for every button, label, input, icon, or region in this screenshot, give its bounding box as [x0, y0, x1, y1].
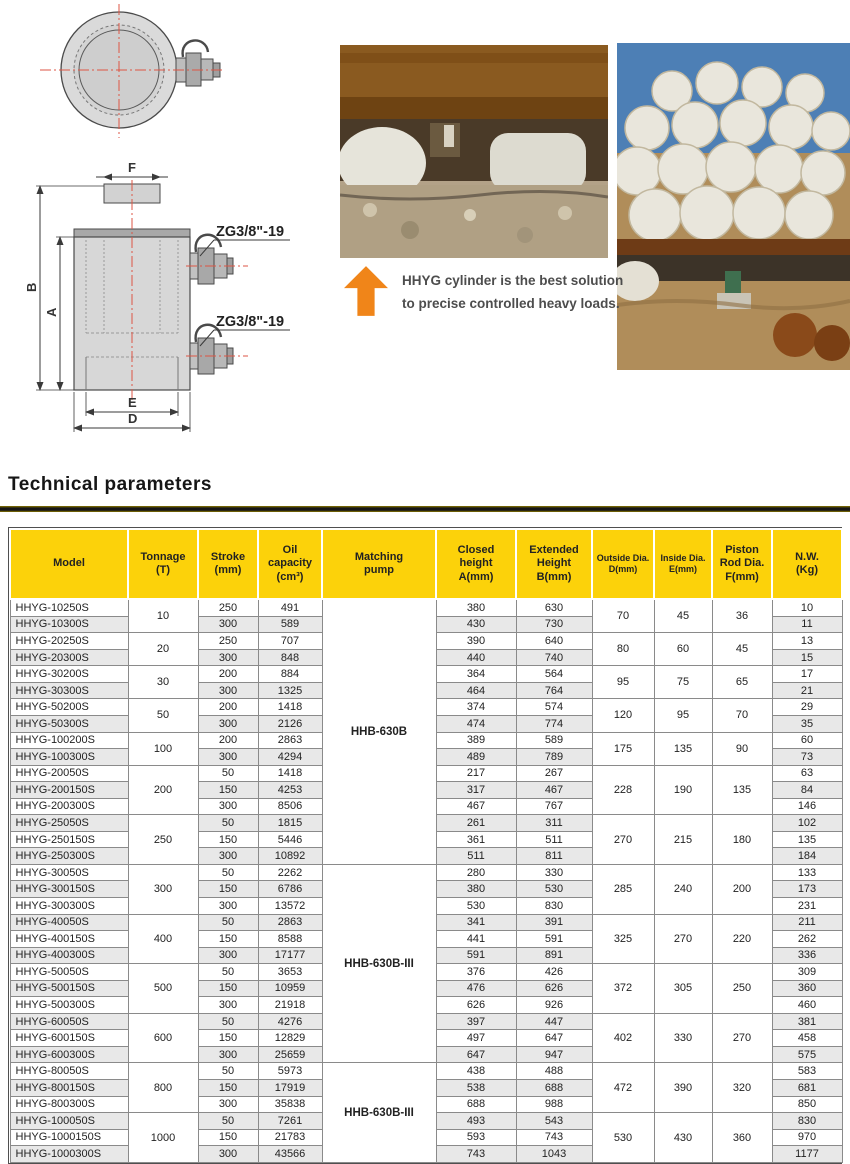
cell-extended-height: 926 [516, 997, 592, 1014]
cell-closed-height: 380 [436, 881, 516, 898]
cell-closed-height: 364 [436, 666, 516, 683]
cell-tonnage: 250 [128, 815, 198, 865]
cell-inside-dia: 330 [654, 1013, 712, 1063]
cell-closed-height: 217 [436, 765, 516, 782]
cell-oil-capacity: 13572 [258, 897, 322, 914]
cylinder-technical-drawing [0, 0, 332, 470]
cell-extended-height: 267 [516, 765, 592, 782]
cell-oil-capacity: 17177 [258, 947, 322, 964]
caption-line-2: to precise controlled heavy loads. [402, 295, 620, 311]
cell-closed-height: 743 [436, 1146, 516, 1163]
cell-tonnage: 1000 [128, 1113, 198, 1163]
cell-oil-capacity: 17919 [258, 1080, 322, 1097]
table-body [10, 599, 842, 1163]
cell-extended-height: 730 [516, 616, 592, 633]
cell-matching-pump: HHB-630B [322, 599, 436, 864]
cell-tonnage: 10 [128, 599, 198, 633]
cell-tonnage: 600 [128, 1013, 198, 1063]
cell-stroke: 150 [198, 782, 258, 799]
cell-extended-height: 688 [516, 1080, 592, 1097]
drawing-svg [0, 0, 332, 470]
cell-stroke: 300 [198, 649, 258, 666]
cell-extended-height: 426 [516, 964, 592, 981]
cell-stroke: 300 [198, 715, 258, 732]
cell-extended-height: 640 [516, 633, 592, 650]
cell-piston-rod-dia: 90 [712, 732, 772, 765]
cell-model: HHYG-80050S [10, 1063, 128, 1080]
cell-nw: 970 [772, 1129, 842, 1146]
table-row [10, 1063, 842, 1080]
cell-closed-height: 390 [436, 633, 516, 650]
cell-closed-height: 397 [436, 1013, 516, 1030]
cell-oil-capacity: 1815 [258, 815, 322, 832]
cell-model: HHYG-300150S [10, 881, 128, 898]
cell-stroke: 300 [198, 682, 258, 699]
cell-outside-dia: 120 [592, 699, 654, 732]
cell-stroke: 300 [198, 1146, 258, 1163]
cell-oil-capacity: 1325 [258, 682, 322, 699]
cell-extended-height: 530 [516, 881, 592, 898]
cell-piston-rod-dia: 70 [712, 699, 772, 732]
cell-closed-height: 261 [436, 815, 516, 832]
cell-stroke: 200 [198, 699, 258, 716]
cell-model: HHYG-800150S [10, 1080, 128, 1097]
cell-extended-height: 591 [516, 931, 592, 948]
cell-oil-capacity: 2126 [258, 715, 322, 732]
table-row [10, 599, 842, 616]
cell-model: HHYG-500300S [10, 997, 128, 1014]
top-view [40, 4, 225, 138]
cell-extended-height: 447 [516, 1013, 592, 1030]
cell-model: HHYG-10300S [10, 616, 128, 633]
cell-oil-capacity: 707 [258, 633, 322, 650]
cell-inside-dia: 60 [654, 633, 712, 666]
cell-model: HHYG-400150S [10, 931, 128, 948]
cell-nw: 211 [772, 914, 842, 931]
cell-oil-capacity: 4253 [258, 782, 322, 799]
section-heading: Technical parameters [8, 474, 212, 495]
cell-piston-rod-dia: 36 [712, 599, 772, 633]
cell-extended-height: 564 [516, 666, 592, 683]
cell-model: HHYG-20300S [10, 649, 128, 666]
cell-extended-height: 1043 [516, 1146, 592, 1163]
cell-model: HHYG-800300S [10, 1096, 128, 1113]
cell-nw: 73 [772, 749, 842, 766]
photo-cylinder-under-load [340, 45, 608, 258]
cell-oil-capacity: 2863 [258, 914, 322, 931]
cell-inside-dia: 135 [654, 732, 712, 765]
cell-outside-dia: 530 [592, 1113, 654, 1163]
cell-model: HHYG-10250S [10, 599, 128, 616]
cell-stroke: 300 [198, 897, 258, 914]
cell-oil-capacity: 884 [258, 666, 322, 683]
cell-model: HHYG-50200S [10, 699, 128, 716]
col-header-5: Closed height A(mm) [436, 529, 516, 599]
cell-nw: 60 [772, 732, 842, 749]
cell-oil-capacity: 848 [258, 649, 322, 666]
cell-stroke: 50 [198, 964, 258, 981]
side-view [24, 160, 290, 432]
cell-tonnage: 800 [128, 1063, 198, 1113]
cell-nw: 360 [772, 980, 842, 997]
cell-stroke: 300 [198, 947, 258, 964]
cell-stroke: 300 [198, 798, 258, 815]
cell-tonnage: 100 [128, 732, 198, 765]
cell-nw: 309 [772, 964, 842, 981]
cell-model: HHYG-30200S [10, 666, 128, 683]
cell-outside-dia: 70 [592, 599, 654, 633]
cell-stroke: 150 [198, 931, 258, 948]
cell-extended-height: 630 [516, 599, 592, 616]
cell-nw: 11 [772, 616, 842, 633]
cell-outside-dia: 228 [592, 765, 654, 815]
caption [344, 266, 624, 316]
cell-piston-rod-dia: 45 [712, 633, 772, 666]
cell-stroke: 50 [198, 1113, 258, 1130]
cell-model: HHYG-60050S [10, 1013, 128, 1030]
cell-nw: 84 [772, 782, 842, 799]
table-header [10, 529, 842, 599]
cell-tonnage: 200 [128, 765, 198, 815]
cell-piston-rod-dia: 360 [712, 1113, 772, 1163]
cell-piston-rod-dia: 250 [712, 964, 772, 1014]
cell-extended-height: 589 [516, 732, 592, 749]
col-header-7: Outside Dia. D(mm) [592, 529, 654, 599]
cell-model: HHYG-400300S [10, 947, 128, 964]
cell-closed-height: 438 [436, 1063, 516, 1080]
cell-extended-height: 647 [516, 1030, 592, 1047]
cell-oil-capacity: 21918 [258, 997, 322, 1014]
cell-nw: 850 [772, 1096, 842, 1113]
cell-outside-dia: 270 [592, 815, 654, 865]
cell-nw: 681 [772, 1080, 842, 1097]
cell-closed-height: 493 [436, 1113, 516, 1130]
col-header-0: Model [10, 529, 128, 599]
cell-extended-height: 311 [516, 815, 592, 832]
cell-stroke: 50 [198, 914, 258, 931]
cell-nw: 29 [772, 699, 842, 716]
cell-nw: 184 [772, 848, 842, 865]
cell-outside-dia: 285 [592, 864, 654, 914]
cell-extended-height: 330 [516, 864, 592, 881]
dim-label-e: E [128, 395, 137, 410]
cell-oil-capacity: 2863 [258, 732, 322, 749]
cell-closed-height: 688 [436, 1096, 516, 1113]
cell-closed-height: 467 [436, 798, 516, 815]
header-row [10, 529, 842, 599]
cell-nw: 262 [772, 931, 842, 948]
cell-extended-height: 626 [516, 980, 592, 997]
cell-piston-rod-dia: 180 [712, 815, 772, 865]
col-header-4: Matching pump [322, 529, 436, 599]
cell-inside-dia: 305 [654, 964, 712, 1014]
cell-piston-rod-dia: 270 [712, 1013, 772, 1063]
port-label-2: ZG3/8"-19 [216, 314, 285, 330]
cell-inside-dia: 430 [654, 1113, 712, 1163]
cell-stroke: 300 [198, 1096, 258, 1113]
cell-nw: 231 [772, 897, 842, 914]
cell-stroke: 150 [198, 1129, 258, 1146]
cell-closed-height: 389 [436, 732, 516, 749]
cell-oil-capacity: 5973 [258, 1063, 322, 1080]
cell-closed-height: 380 [436, 599, 516, 616]
cell-nw: 63 [772, 765, 842, 782]
cell-model: HHYG-500150S [10, 980, 128, 997]
cell-extended-height: 767 [516, 798, 592, 815]
cell-extended-height: 811 [516, 848, 592, 865]
col-header-10: N.W. (Kg) [772, 529, 842, 599]
cell-oil-capacity: 12829 [258, 1030, 322, 1047]
cell-outside-dia: 372 [592, 964, 654, 1014]
cell-nw: 575 [772, 1046, 842, 1063]
cell-extended-height: 988 [516, 1096, 592, 1113]
col-header-6: Extended Height B(mm) [516, 529, 592, 599]
cell-model: HHYG-20250S [10, 633, 128, 650]
up-arrow-icon [344, 266, 388, 316]
cell-extended-height: 467 [516, 782, 592, 799]
cell-tonnage: 30 [128, 666, 198, 699]
cell-stroke: 150 [198, 980, 258, 997]
cell-nw: 336 [772, 947, 842, 964]
cell-stroke: 50 [198, 765, 258, 782]
cell-closed-height: 489 [436, 749, 516, 766]
cell-closed-height: 474 [436, 715, 516, 732]
col-header-3: Oil capacity (cm³) [258, 529, 322, 599]
cell-tonnage: 20 [128, 633, 198, 666]
cell-stroke: 150 [198, 881, 258, 898]
cell-oil-capacity: 7261 [258, 1113, 322, 1130]
oil-port-2 [186, 314, 290, 374]
cell-stroke: 250 [198, 633, 258, 650]
cell-stroke: 300 [198, 616, 258, 633]
cell-model: HHYG-200150S [10, 782, 128, 799]
cell-oil-capacity: 1418 [258, 699, 322, 716]
cell-outside-dia: 80 [592, 633, 654, 666]
cell-model: HHYG-100200S [10, 732, 128, 749]
cell-extended-height: 488 [516, 1063, 592, 1080]
cell-model: HHYG-40050S [10, 914, 128, 931]
cell-inside-dia: 190 [654, 765, 712, 815]
cell-stroke: 50 [198, 1063, 258, 1080]
cell-oil-capacity: 4276 [258, 1013, 322, 1030]
cell-model: HHYG-30300S [10, 682, 128, 699]
cell-model: HHYG-300300S [10, 897, 128, 914]
cell-stroke: 50 [198, 1013, 258, 1030]
cell-extended-height: 947 [516, 1046, 592, 1063]
cell-stroke: 300 [198, 749, 258, 766]
cell-nw: 458 [772, 1030, 842, 1047]
cell-inside-dia: 390 [654, 1063, 712, 1113]
cell-closed-height: 341 [436, 914, 516, 931]
cell-model: HHYG-600300S [10, 1046, 128, 1063]
cell-closed-height: 476 [436, 980, 516, 997]
cell-stroke: 300 [198, 997, 258, 1014]
cell-stroke: 300 [198, 848, 258, 865]
cell-extended-height: 511 [516, 831, 592, 848]
cell-nw: 35 [772, 715, 842, 732]
cell-closed-height: 593 [436, 1129, 516, 1146]
cell-extended-height: 574 [516, 699, 592, 716]
cell-outside-dia: 175 [592, 732, 654, 765]
cell-stroke: 50 [198, 864, 258, 881]
cell-extended-height: 740 [516, 649, 592, 666]
cell-inside-dia: 270 [654, 914, 712, 964]
cell-closed-height: 361 [436, 831, 516, 848]
cell-stroke: 50 [198, 815, 258, 832]
technical-parameters-table [9, 528, 843, 1163]
cell-nw: 17 [772, 666, 842, 683]
cell-oil-capacity: 21783 [258, 1129, 322, 1146]
dim-label-b: B [24, 282, 39, 292]
cell-tonnage: 400 [128, 914, 198, 964]
oil-port-1 [186, 224, 290, 284]
cell-oil-capacity: 491 [258, 599, 322, 616]
port-label-1: ZG3/8"-19 [216, 224, 285, 240]
cell-closed-height: 441 [436, 931, 516, 948]
col-header-8: Inside Dia. E(mm) [654, 529, 712, 599]
cell-model: HHYG-20050S [10, 765, 128, 782]
cell-stroke: 200 [198, 732, 258, 749]
cell-model: HHYG-30050S [10, 864, 128, 881]
cell-piston-rod-dia: 200 [712, 864, 772, 914]
cell-closed-height: 464 [436, 682, 516, 699]
col-header-1: Tonnage (T) [128, 529, 198, 599]
cell-oil-capacity: 10892 [258, 848, 322, 865]
cell-model: HHYG-25050S [10, 815, 128, 832]
cell-model: HHYG-1000150S [10, 1129, 128, 1146]
cell-closed-height: 440 [436, 649, 516, 666]
table-row [10, 864, 842, 881]
dim-label-a: A [44, 307, 59, 317]
cell-inside-dia: 215 [654, 815, 712, 865]
heading-rule [0, 506, 850, 512]
cell-extended-height: 743 [516, 1129, 592, 1146]
cell-tonnage: 500 [128, 964, 198, 1014]
cell-stroke: 300 [198, 1046, 258, 1063]
cell-closed-height: 626 [436, 997, 516, 1014]
cell-nw: 15 [772, 649, 842, 666]
cell-extended-height: 764 [516, 682, 592, 699]
cell-nw: 13 [772, 633, 842, 650]
cell-closed-height: 497 [436, 1030, 516, 1047]
cell-inside-dia: 240 [654, 864, 712, 914]
cell-piston-rod-dia: 65 [712, 666, 772, 699]
cell-outside-dia: 95 [592, 666, 654, 699]
cell-piston-rod-dia: 220 [712, 914, 772, 964]
cell-nw: 102 [772, 815, 842, 832]
cell-matching-pump: HHB-630B-III [322, 864, 436, 1063]
cell-outside-dia: 402 [592, 1013, 654, 1063]
cell-oil-capacity: 8506 [258, 798, 322, 815]
cell-oil-capacity: 3653 [258, 964, 322, 981]
cell-model: HHYG-50300S [10, 715, 128, 732]
cell-stroke: 150 [198, 831, 258, 848]
cell-nw: 135 [772, 831, 842, 848]
cell-outside-dia: 472 [592, 1063, 654, 1113]
cell-oil-capacity: 6786 [258, 881, 322, 898]
cell-piston-rod-dia: 135 [712, 765, 772, 815]
cell-model: HHYG-100300S [10, 749, 128, 766]
cell-oil-capacity: 35838 [258, 1096, 322, 1113]
col-header-2: Stroke (mm) [198, 529, 258, 599]
cell-closed-height: 374 [436, 699, 516, 716]
cell-stroke: 250 [198, 599, 258, 616]
cell-closed-height: 376 [436, 964, 516, 981]
cell-extended-height: 391 [516, 914, 592, 931]
cell-nw: 21 [772, 682, 842, 699]
cell-closed-height: 538 [436, 1080, 516, 1097]
cell-model: HHYG-50050S [10, 964, 128, 981]
cell-closed-height: 511 [436, 848, 516, 865]
cell-closed-height: 317 [436, 782, 516, 799]
cell-nw: 381 [772, 1013, 842, 1030]
cell-closed-height: 530 [436, 897, 516, 914]
cell-tonnage: 300 [128, 864, 198, 914]
cell-oil-capacity: 589 [258, 616, 322, 633]
cell-oil-capacity: 10959 [258, 980, 322, 997]
dim-label-d: D [128, 411, 138, 426]
photo-stacked-bags [617, 43, 850, 370]
cell-matching-pump: HHB-630B-III [322, 1063, 436, 1163]
cell-oil-capacity: 43566 [258, 1146, 322, 1163]
col-header-9: Piston Rod Dia. F(mm) [712, 529, 772, 599]
cell-extended-height: 789 [516, 749, 592, 766]
cell-tonnage: 50 [128, 699, 198, 732]
cell-model: HHYG-250150S [10, 831, 128, 848]
technical-parameters-table-wrap [8, 527, 842, 1164]
cell-inside-dia: 45 [654, 599, 712, 633]
cell-closed-height: 591 [436, 947, 516, 964]
dim-label-f: F [128, 160, 136, 175]
cell-model: HHYG-600150S [10, 1030, 128, 1047]
cell-oil-capacity: 8588 [258, 931, 322, 948]
cell-piston-rod-dia: 320 [712, 1063, 772, 1113]
cell-nw: 146 [772, 798, 842, 815]
cell-nw: 460 [772, 997, 842, 1014]
cell-inside-dia: 75 [654, 666, 712, 699]
cell-extended-height: 774 [516, 715, 592, 732]
cell-oil-capacity: 4294 [258, 749, 322, 766]
cell-oil-capacity: 2262 [258, 864, 322, 881]
cell-nw: 10 [772, 599, 842, 616]
caption-line-1: HHYG cylinder is the best solution [402, 273, 624, 288]
cell-extended-height: 891 [516, 947, 592, 964]
cell-extended-height: 830 [516, 897, 592, 914]
cell-extended-height: 543 [516, 1113, 592, 1130]
cell-closed-height: 280 [436, 864, 516, 881]
cell-closed-height: 647 [436, 1046, 516, 1063]
cell-nw: 830 [772, 1113, 842, 1130]
cell-model: HHYG-250300S [10, 848, 128, 865]
cell-stroke: 200 [198, 666, 258, 683]
cell-nw: 583 [772, 1063, 842, 1080]
cell-nw: 173 [772, 881, 842, 898]
cell-oil-capacity: 25659 [258, 1046, 322, 1063]
cell-nw: 133 [772, 864, 842, 881]
cell-model: HHYG-100050S [10, 1113, 128, 1130]
cell-model: HHYG-200300S [10, 798, 128, 815]
cell-model: HHYG-1000300S [10, 1146, 128, 1163]
cell-nw: 1177 [772, 1146, 842, 1163]
cell-closed-height: 430 [436, 616, 516, 633]
cell-inside-dia: 95 [654, 699, 712, 732]
cell-oil-capacity: 1418 [258, 765, 322, 782]
cell-stroke: 150 [198, 1030, 258, 1047]
cell-stroke: 150 [198, 1080, 258, 1097]
cell-oil-capacity: 5446 [258, 831, 322, 848]
cell-outside-dia: 325 [592, 914, 654, 964]
